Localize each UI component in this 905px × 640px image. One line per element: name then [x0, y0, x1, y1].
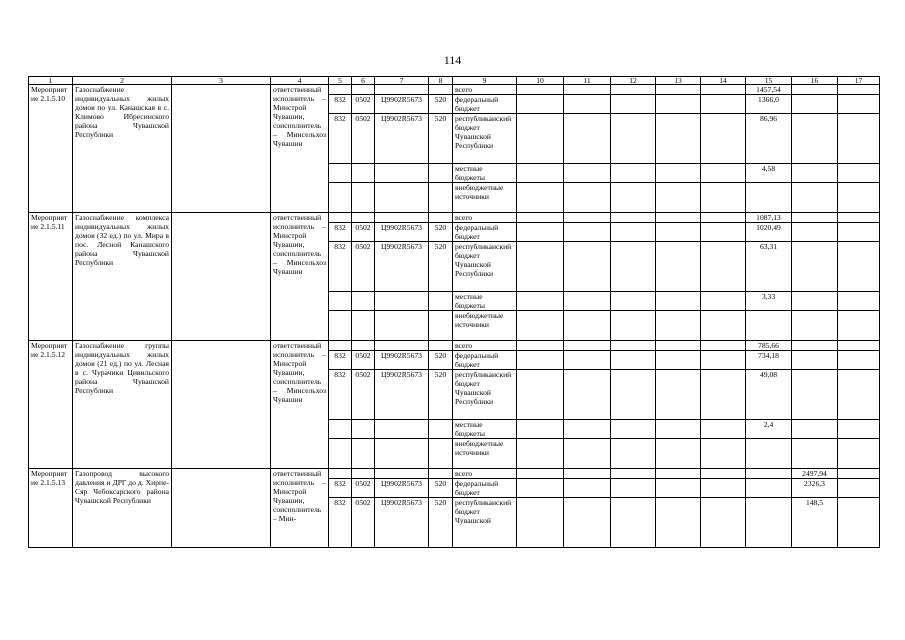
value-col-16 [792, 341, 838, 351]
kbk-code [329, 439, 352, 469]
funding-source: федеральный бюджет [453, 479, 517, 498]
kbk-code [352, 85, 375, 95]
empty-cell [656, 114, 701, 164]
empty-cell [517, 114, 564, 164]
column-number: 5 [329, 77, 352, 85]
event-executor: ответственный исполнитель – Минстрой Чувашии, соисполнитель – Мин- [271, 469, 329, 548]
empty-cell [701, 479, 746, 498]
value-col-16 [792, 351, 838, 370]
kbk-code: 520 [429, 370, 453, 420]
column-number: 12 [611, 77, 656, 85]
value-col-16: 148,5 [792, 498, 838, 548]
empty-cell [838, 164, 880, 183]
kbk-code [429, 341, 453, 351]
value-col-15: 1087,13 [746, 213, 792, 223]
value-col-15: 2,4 [746, 420, 792, 439]
empty-cell [564, 341, 611, 351]
empty-cell [517, 292, 564, 311]
empty-cell [564, 85, 611, 95]
value-col-15: 49,08 [746, 370, 792, 420]
kbk-code: 0502 [352, 114, 375, 164]
kbk-code [352, 292, 375, 311]
value-col-16 [792, 370, 838, 420]
empty-cell [517, 420, 564, 439]
empty-cell [172, 469, 271, 548]
empty-cell [701, 183, 746, 213]
empty-cell [611, 311, 656, 341]
kbk-code: 832 [329, 223, 352, 242]
empty-cell [838, 183, 880, 213]
kbk-code [375, 469, 429, 479]
value-col-16 [792, 292, 838, 311]
empty-cell [656, 242, 701, 292]
empty-cell [564, 370, 611, 420]
kbk-code: Ц9902R5673 [375, 498, 429, 548]
value-col-15: 86,96 [746, 114, 792, 164]
empty-cell [517, 223, 564, 242]
empty-cell [564, 164, 611, 183]
value-col-15 [746, 439, 792, 469]
column-number: 8 [429, 77, 453, 85]
empty-cell [611, 498, 656, 548]
empty-cell [656, 183, 701, 213]
kbk-code [429, 213, 453, 223]
empty-cell [517, 95, 564, 114]
kbk-code: 520 [429, 223, 453, 242]
empty-cell [656, 311, 701, 341]
empty-cell [838, 439, 880, 469]
empty-cell [517, 439, 564, 469]
empty-cell [701, 370, 746, 420]
empty-cell [517, 311, 564, 341]
empty-cell [172, 341, 271, 469]
empty-cell [701, 213, 746, 223]
kbk-code [352, 469, 375, 479]
empty-cell [701, 351, 746, 370]
kbk-code [352, 213, 375, 223]
funding-source: федеральный бюджет [453, 223, 517, 242]
empty-cell [611, 420, 656, 439]
kbk-code: 832 [329, 370, 352, 420]
kbk-code: 832 [329, 479, 352, 498]
column-number: 4 [271, 77, 329, 85]
column-number: 16 [792, 77, 838, 85]
empty-cell [838, 351, 880, 370]
empty-cell [517, 213, 564, 223]
value-col-15: 63,31 [746, 242, 792, 292]
value-col-16 [792, 311, 838, 341]
funding-source: внебюджетные источники [453, 439, 517, 469]
empty-cell [172, 213, 271, 341]
empty-cell [838, 242, 880, 292]
empty-cell [517, 183, 564, 213]
kbk-code: Ц9902R5673 [375, 370, 429, 420]
event-name: Газопровод высокого давления и ДРГ до д. Хирпе-Сяр Чебоксарского района Чувашской Республики [73, 469, 172, 548]
kbk-code [329, 213, 352, 223]
empty-cell [701, 85, 746, 95]
funding-source: республиканский бюджет Чувашской [453, 498, 517, 548]
empty-cell [838, 370, 880, 420]
kbk-code [329, 469, 352, 479]
empty-cell [611, 469, 656, 479]
empty-cell [564, 95, 611, 114]
empty-cell [838, 223, 880, 242]
empty-cell [701, 114, 746, 164]
empty-cell [517, 85, 564, 95]
kbk-code [352, 183, 375, 213]
event-name: Газоснабжение комплекса индивидуальных жилых домов (32 ед.) по ул. Мира в пос. Лесной Канашского района Чувашской Республики [73, 213, 172, 341]
empty-cell [701, 311, 746, 341]
empty-cell [517, 351, 564, 370]
column-number: 2 [73, 77, 172, 85]
value-col-15: 4,58 [746, 164, 792, 183]
value-col-15 [746, 183, 792, 213]
empty-cell [611, 183, 656, 213]
kbk-code: 520 [429, 498, 453, 548]
empty-cell [838, 95, 880, 114]
funding-source: республиканский бюджет Чувашской Республики [453, 242, 517, 292]
kbk-code [329, 85, 352, 95]
kbk-code [352, 439, 375, 469]
empty-cell [517, 498, 564, 548]
empty-cell [611, 351, 656, 370]
empty-cell [517, 341, 564, 351]
event-executor: ответственный исполнитель – Минстрой Чувашии, соисполнитель – Минсельхоз Чувашии [271, 341, 329, 469]
empty-cell [517, 479, 564, 498]
empty-cell [656, 164, 701, 183]
value-col-15: 734,18 [746, 351, 792, 370]
empty-cell [701, 292, 746, 311]
value-col-15 [746, 469, 792, 479]
empty-cell [564, 469, 611, 479]
kbk-code [429, 311, 453, 341]
empty-cell [656, 498, 701, 548]
empty-cell [838, 114, 880, 164]
kbk-code [352, 341, 375, 351]
kbk-code [375, 292, 429, 311]
event-id: Мероприятие 2.1.5.10 [29, 85, 73, 213]
value-col-15: 785,66 [746, 341, 792, 351]
empty-cell [656, 351, 701, 370]
funding-source: всего [453, 213, 517, 223]
value-col-16 [792, 114, 838, 164]
kbk-code: 0502 [352, 95, 375, 114]
kbk-code: 832 [329, 114, 352, 164]
kbk-code: Ц9902R5673 [375, 242, 429, 292]
empty-cell [656, 370, 701, 420]
value-col-16 [792, 95, 838, 114]
funding-source: местные бюджеты [453, 164, 517, 183]
funding-source: федеральный бюджет [453, 351, 517, 370]
value-col-16 [792, 420, 838, 439]
empty-cell [611, 223, 656, 242]
kbk-code [375, 439, 429, 469]
empty-cell [701, 498, 746, 548]
empty-cell [838, 469, 880, 479]
empty-cell [701, 242, 746, 292]
column-number: 10 [517, 77, 564, 85]
kbk-code [352, 311, 375, 341]
funding-source: всего [453, 469, 517, 479]
funding-source: внебюджетные источники [453, 311, 517, 341]
empty-cell [564, 183, 611, 213]
empty-cell [838, 498, 880, 548]
kbk-code: 832 [329, 242, 352, 292]
empty-cell [564, 479, 611, 498]
empty-cell [656, 223, 701, 242]
value-col-16 [792, 439, 838, 469]
empty-cell [656, 420, 701, 439]
empty-cell [838, 292, 880, 311]
funding-source: всего [453, 341, 517, 351]
budget-table [28, 76, 880, 548]
funding-source: республиканский бюджет Чувашской Республики [453, 370, 517, 420]
empty-cell [517, 469, 564, 479]
kbk-code: 520 [429, 351, 453, 370]
funding-source: местные бюджеты [453, 292, 517, 311]
kbk-code: 520 [429, 114, 453, 164]
kbk-code [375, 341, 429, 351]
event-executor: ответственный исполнитель – Минстрой Чувашии, соисполнитель – Минсельхоз Чувашии [271, 213, 329, 341]
empty-cell [656, 341, 701, 351]
empty-cell [564, 242, 611, 292]
kbk-code: 0502 [352, 498, 375, 548]
empty-cell [564, 114, 611, 164]
event-name: Газоснабжение индивидуальных жилых домов по ул. Канашская в с. Климово Ибресинского района Чувашской Республики [73, 85, 172, 213]
column-number-row [29, 77, 880, 85]
empty-cell [517, 370, 564, 420]
kbk-code: Ц9902R5673 [375, 95, 429, 114]
empty-cell [564, 420, 611, 439]
kbk-code: 832 [329, 351, 352, 370]
kbk-code [352, 164, 375, 183]
column-number: 14 [701, 77, 746, 85]
event-id: Мероприятие 2.1.5.13 [29, 469, 73, 548]
event-name: Газоснабжение группы индивидуальных жилых домов (21 ед.) по ул. Лесная в с. Чурачики Цивильского района Чувашской Республики [73, 341, 172, 469]
empty-cell [517, 164, 564, 183]
empty-cell [611, 341, 656, 351]
kbk-code [375, 164, 429, 183]
empty-cell [611, 439, 656, 469]
value-col-15: 3,33 [746, 292, 792, 311]
kbk-code [329, 341, 352, 351]
kbk-code [429, 469, 453, 479]
empty-cell [656, 469, 701, 479]
empty-cell [172, 85, 271, 213]
empty-cell [564, 292, 611, 311]
empty-cell [656, 95, 701, 114]
column-number: 9 [453, 77, 517, 85]
page-number: 114 [443, 53, 462, 67]
empty-cell [611, 292, 656, 311]
value-col-16 [792, 183, 838, 213]
kbk-code [429, 420, 453, 439]
column-number: 3 [172, 77, 271, 85]
value-col-15: 1020,49 [746, 223, 792, 242]
kbk-code [329, 420, 352, 439]
kbk-code: 0502 [352, 479, 375, 498]
kbk-code: Ц9902R5673 [375, 479, 429, 498]
event-executor: ответственный исполнитель – Минстрой Чувашии, соисполнитель – Минсельхоз Чувашии [271, 85, 329, 213]
column-number: 1 [29, 77, 73, 85]
value-col-15: 1366,0 [746, 95, 792, 114]
kbk-code: 520 [429, 242, 453, 292]
funding-source: республиканский бюджет Чувашской Республики [453, 114, 517, 164]
event-id: Мероприятие 2.1.5.11 [29, 213, 73, 341]
kbk-code: Ц9902R5673 [375, 114, 429, 164]
empty-cell [656, 439, 701, 469]
kbk-code: 0502 [352, 351, 375, 370]
funding-source: местные бюджеты [453, 420, 517, 439]
kbk-code: 520 [429, 95, 453, 114]
empty-cell [564, 498, 611, 548]
empty-cell [564, 351, 611, 370]
event-id: Мероприятие 2.1.5.12 [29, 341, 73, 469]
kbk-code [429, 439, 453, 469]
table-row [29, 469, 880, 479]
value-col-16 [792, 85, 838, 95]
kbk-code: 0502 [352, 223, 375, 242]
empty-cell [838, 213, 880, 223]
kbk-code [329, 292, 352, 311]
empty-cell [611, 95, 656, 114]
kbk-code [329, 164, 352, 183]
value-col-15 [746, 311, 792, 341]
value-col-15 [746, 498, 792, 548]
value-col-16 [792, 242, 838, 292]
empty-cell [611, 479, 656, 498]
kbk-code [329, 311, 352, 341]
empty-cell [838, 85, 880, 95]
value-col-15: 1457,54 [746, 85, 792, 95]
kbk-code: 832 [329, 498, 352, 548]
empty-cell [656, 479, 701, 498]
kbk-code [375, 311, 429, 341]
funding-source: всего [453, 85, 517, 95]
empty-cell [701, 420, 746, 439]
empty-cell [838, 311, 880, 341]
empty-cell [564, 223, 611, 242]
empty-cell [611, 114, 656, 164]
kbk-code [375, 213, 429, 223]
value-col-16 [792, 223, 838, 242]
empty-cell [701, 223, 746, 242]
empty-cell [701, 164, 746, 183]
column-number: 13 [656, 77, 701, 85]
kbk-code [352, 420, 375, 439]
kbk-code: Ц9902R5673 [375, 351, 429, 370]
column-number: 15 [746, 77, 792, 85]
value-col-16: 2326,3 [792, 479, 838, 498]
column-number: 17 [838, 77, 880, 85]
kbk-code [429, 292, 453, 311]
funding-source: внебюджетные источники [453, 183, 517, 213]
empty-cell [564, 213, 611, 223]
empty-cell [838, 420, 880, 439]
empty-cell [611, 242, 656, 292]
empty-cell [701, 469, 746, 479]
kbk-code [429, 183, 453, 213]
empty-cell [611, 164, 656, 183]
kbk-code: 0502 [352, 370, 375, 420]
table-row [29, 213, 880, 223]
empty-cell [611, 85, 656, 95]
value-col-15 [746, 479, 792, 498]
kbk-code [375, 85, 429, 95]
kbk-code: 520 [429, 479, 453, 498]
empty-cell [564, 439, 611, 469]
empty-cell [838, 479, 880, 498]
empty-cell [656, 292, 701, 311]
empty-cell [701, 439, 746, 469]
empty-cell [656, 85, 701, 95]
kbk-code: 0502 [352, 242, 375, 292]
value-col-16 [792, 164, 838, 183]
table-row [29, 341, 880, 351]
empty-cell [611, 213, 656, 223]
column-number: 11 [564, 77, 611, 85]
kbk-code: 832 [329, 95, 352, 114]
column-number: 6 [352, 77, 375, 85]
kbk-code [429, 85, 453, 95]
table-body [29, 77, 880, 548]
empty-cell [701, 95, 746, 114]
empty-cell [838, 341, 880, 351]
value-col-16 [792, 213, 838, 223]
empty-cell [611, 370, 656, 420]
column-number: 7 [375, 77, 429, 85]
funding-source: федеральный бюджет [453, 95, 517, 114]
kbk-code [429, 164, 453, 183]
table-row [29, 85, 880, 95]
kbk-code [375, 183, 429, 213]
empty-cell [656, 213, 701, 223]
kbk-code [375, 420, 429, 439]
empty-cell [701, 341, 746, 351]
kbk-code [329, 183, 352, 213]
value-col-16: 2497,94 [792, 469, 838, 479]
empty-cell [564, 311, 611, 341]
empty-cell [517, 242, 564, 292]
kbk-code: Ц9902R5673 [375, 223, 429, 242]
